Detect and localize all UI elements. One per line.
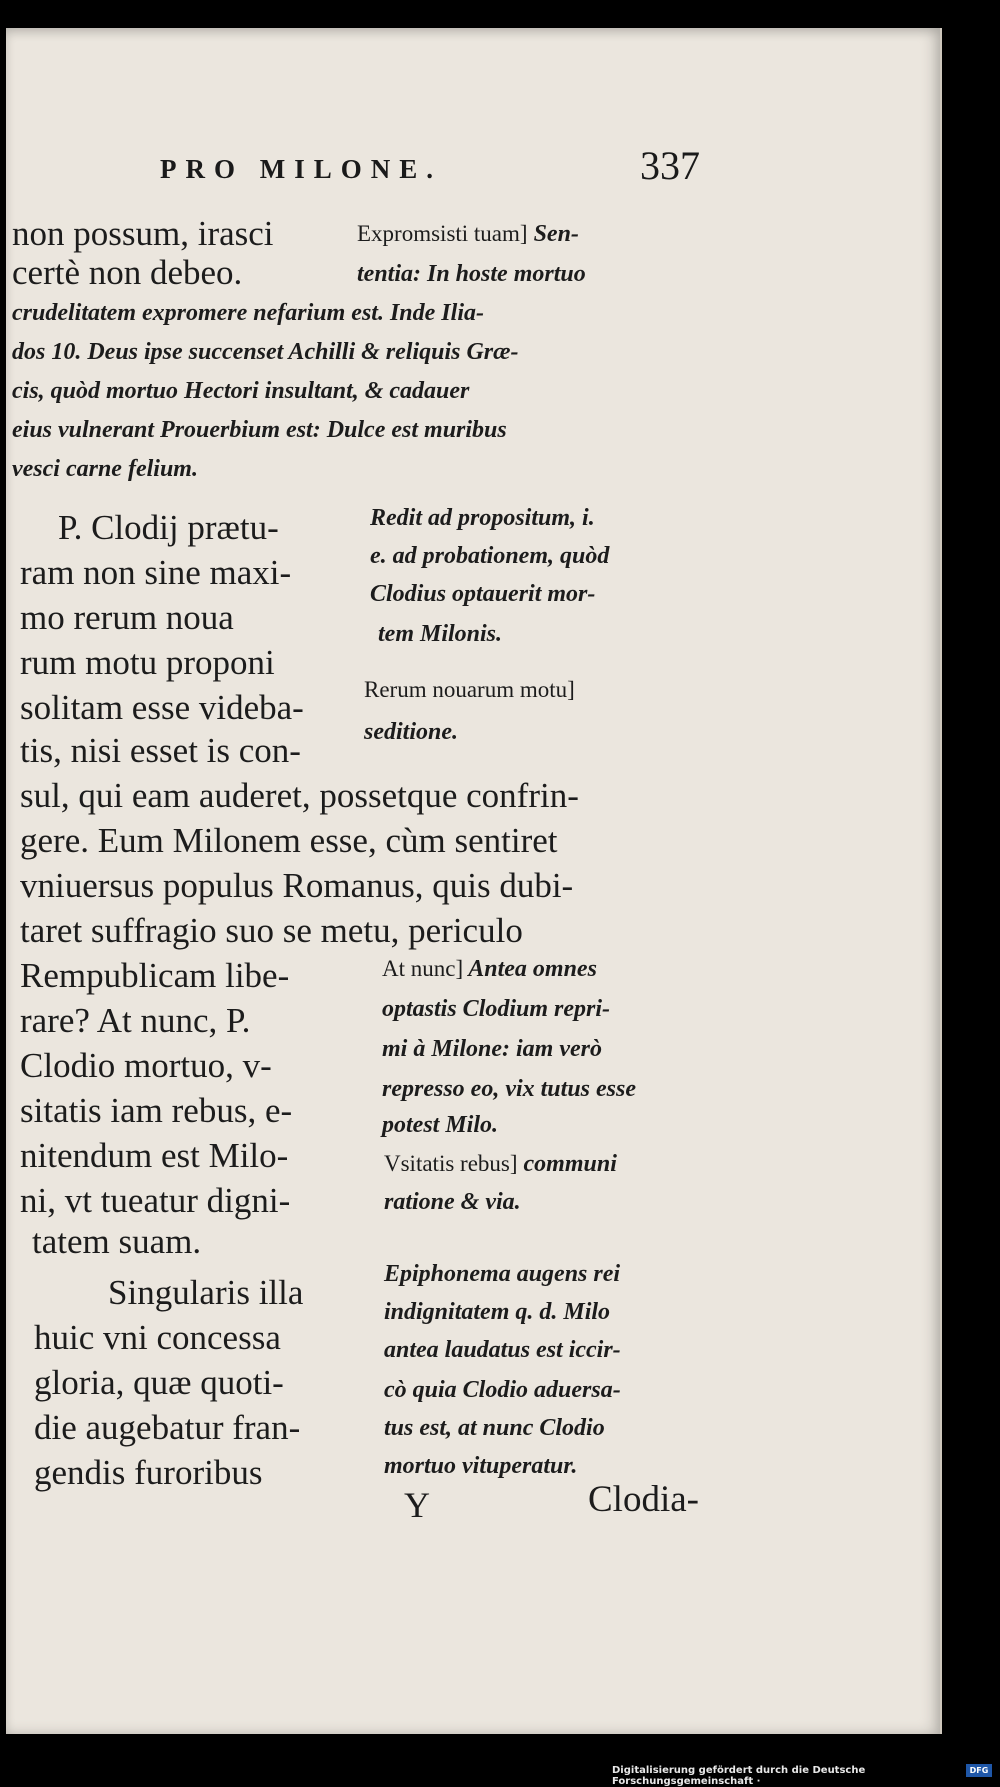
- gloss-lemma: Expromsisti tuam]: [357, 221, 528, 246]
- gloss-line: [12, 418, 507, 442]
- text-line: [58, 510, 279, 545]
- text-line: [34, 1455, 262, 1490]
- signature-mark: Y: [404, 1485, 430, 1525]
- text-line: [34, 1410, 300, 1445]
- line-text: ram non sine maxi-: [20, 553, 292, 592]
- line-text: mo rerum noua: [20, 598, 234, 637]
- gloss-line: [357, 262, 586, 286]
- text-line: [20, 868, 573, 903]
- gloss-line: [364, 678, 575, 702]
- gloss-line: [384, 1416, 605, 1440]
- line-text: vniuersus populus Romanus, quis dubi-: [20, 866, 574, 905]
- text-line: [20, 600, 234, 635]
- line-text: tem Milonis.: [378, 621, 503, 647]
- line-text: mortuo vituperatur.: [384, 1453, 578, 1479]
- text-line: [20, 1003, 250, 1038]
- text-line: [20, 645, 275, 680]
- line-text: ratione & via.: [384, 1189, 521, 1215]
- line-text: crudelitatem expromere nefarium est. Inde Ilia-: [12, 300, 484, 326]
- gloss-line: [384, 1152, 617, 1176]
- line-text: Clodio mortuo, v-: [20, 1046, 272, 1085]
- line-text: gendis furoribus: [34, 1453, 263, 1492]
- gloss-line: [12, 457, 198, 481]
- text-line: [20, 1138, 288, 1173]
- text-line: [20, 733, 301, 768]
- gloss-line: [382, 997, 610, 1021]
- gloss-line: [12, 340, 518, 364]
- line-text: Singularis illa: [108, 1273, 304, 1312]
- line-text: potest Milo.: [382, 1112, 499, 1138]
- line-text: certè non debeo.: [12, 253, 243, 292]
- line-text: eius vulnerant Prouerbium est: Dulce est muribus: [12, 417, 507, 443]
- text-line: [12, 216, 274, 251]
- line-text: optastis Clodium repri-: [382, 996, 611, 1022]
- gloss-line: [370, 506, 595, 530]
- line-text: die augebatur fran-: [34, 1408, 301, 1447]
- text-line: [12, 255, 242, 290]
- gloss-lemma: Vsitatis rebus]: [384, 1151, 518, 1176]
- line-text: gloria, quæ quoti-: [34, 1363, 284, 1402]
- line-text: Rempublicam libe-: [20, 956, 290, 995]
- line-text: cis, quòd mortuo Hectori insultant, & cadauer: [12, 378, 470, 404]
- text-line: [20, 823, 558, 858]
- line-text: antea laudatus est iccir-: [384, 1337, 621, 1363]
- line-text: Epiphonema augens rei: [384, 1261, 621, 1287]
- gloss-line: [364, 720, 458, 744]
- line-text: tis, nisi esset is con-: [20, 731, 301, 770]
- gloss-line: [370, 582, 595, 606]
- page-header: [160, 143, 700, 192]
- catchword: Clodia-: [588, 1479, 699, 1520]
- digitization-credit: Digitalisierung gefördert durch die Deutsche Forschungsgemeinschaft ·: [612, 1765, 866, 1787]
- line-text: tentia: In hoste mortuo: [357, 261, 586, 287]
- gloss-line: [357, 222, 579, 246]
- line-text: Clodius optauerit mor-: [370, 581, 596, 607]
- line-text: vesci carne felium.: [12, 456, 198, 482]
- gloss-line: [12, 301, 484, 325]
- gloss-lemma: At nunc]: [382, 956, 464, 981]
- text-line: [32, 1224, 201, 1259]
- line-text: non possum, irasci: [12, 214, 274, 253]
- line-text: P. Clodij prætu-: [58, 508, 279, 547]
- text-line: [20, 1183, 290, 1218]
- gloss-line: [382, 1113, 498, 1137]
- line-text: nitendum est Milo-: [20, 1136, 289, 1175]
- gloss-line: [384, 1378, 621, 1402]
- text-line: [20, 958, 289, 993]
- text-line: [20, 690, 304, 725]
- text-line: [20, 913, 523, 948]
- page-number: 337: [640, 143, 700, 188]
- gloss-line: [382, 957, 597, 981]
- line-text: seditione.: [364, 719, 458, 745]
- gloss-line: [384, 1338, 621, 1362]
- line-text: sitatis iam rebus, e-: [20, 1091, 293, 1130]
- line-text: sul, qui eam auderet, possetque confrin-: [20, 776, 579, 815]
- line-text: rum motu proponi: [20, 643, 275, 682]
- running-title: PRO MILONE.: [160, 154, 443, 184]
- gloss-line: [384, 1190, 521, 1214]
- line-text: taret suffragio suo se metu, periculo: [20, 911, 523, 950]
- line-text: Sen-: [527, 221, 579, 247]
- line-text: Antea omnes: [463, 956, 597, 982]
- text-line: [108, 1275, 303, 1310]
- line-text: huic vni concessa: [34, 1318, 281, 1357]
- text-line: [20, 1048, 272, 1083]
- line-text: ni, vt tueatur digni-: [20, 1181, 291, 1220]
- gloss-line: [378, 622, 502, 646]
- text-line: [34, 1365, 284, 1400]
- line-text: dos 10. Deus ipse succenset Achilli & reliquis Græ-: [12, 339, 519, 365]
- text-line: [34, 1320, 281, 1355]
- line-text: Redit ad propositum, i.: [370, 505, 595, 531]
- line-text: indignitatem q. d. Milo: [384, 1299, 611, 1325]
- gloss-line: [12, 379, 469, 403]
- line-text: gere. Eum Milonem esse, cùm sentiret: [20, 821, 558, 860]
- gloss-line: [384, 1300, 610, 1324]
- line-text: cò quia Clodio aduersa-: [384, 1377, 621, 1403]
- line-text: tus est, at nunc Clodio: [384, 1415, 605, 1441]
- line-text: mi à Milone: iam verò: [382, 1036, 602, 1062]
- line-text: represso eo, vix tutus esse: [382, 1076, 636, 1102]
- line-text: tatem suam.: [32, 1222, 202, 1261]
- gloss-line: [370, 544, 609, 568]
- gloss-line: [382, 1037, 602, 1061]
- gloss-line: [384, 1262, 620, 1286]
- line-text: e. ad probationem, quòd: [370, 543, 610, 569]
- gloss-line: [384, 1454, 577, 1478]
- gloss-lemma: Rerum nouarum motu]: [364, 677, 575, 702]
- gloss-line: [382, 1077, 636, 1101]
- text-line: [20, 778, 579, 813]
- line-text: communi: [517, 1151, 617, 1177]
- text-line: [20, 555, 291, 590]
- line-text: rare? At nunc, P.: [20, 1001, 251, 1040]
- text-line: [20, 1093, 292, 1128]
- dfg-logo: DFG: [966, 1764, 992, 1777]
- line-text: solitam esse videba-: [20, 688, 304, 727]
